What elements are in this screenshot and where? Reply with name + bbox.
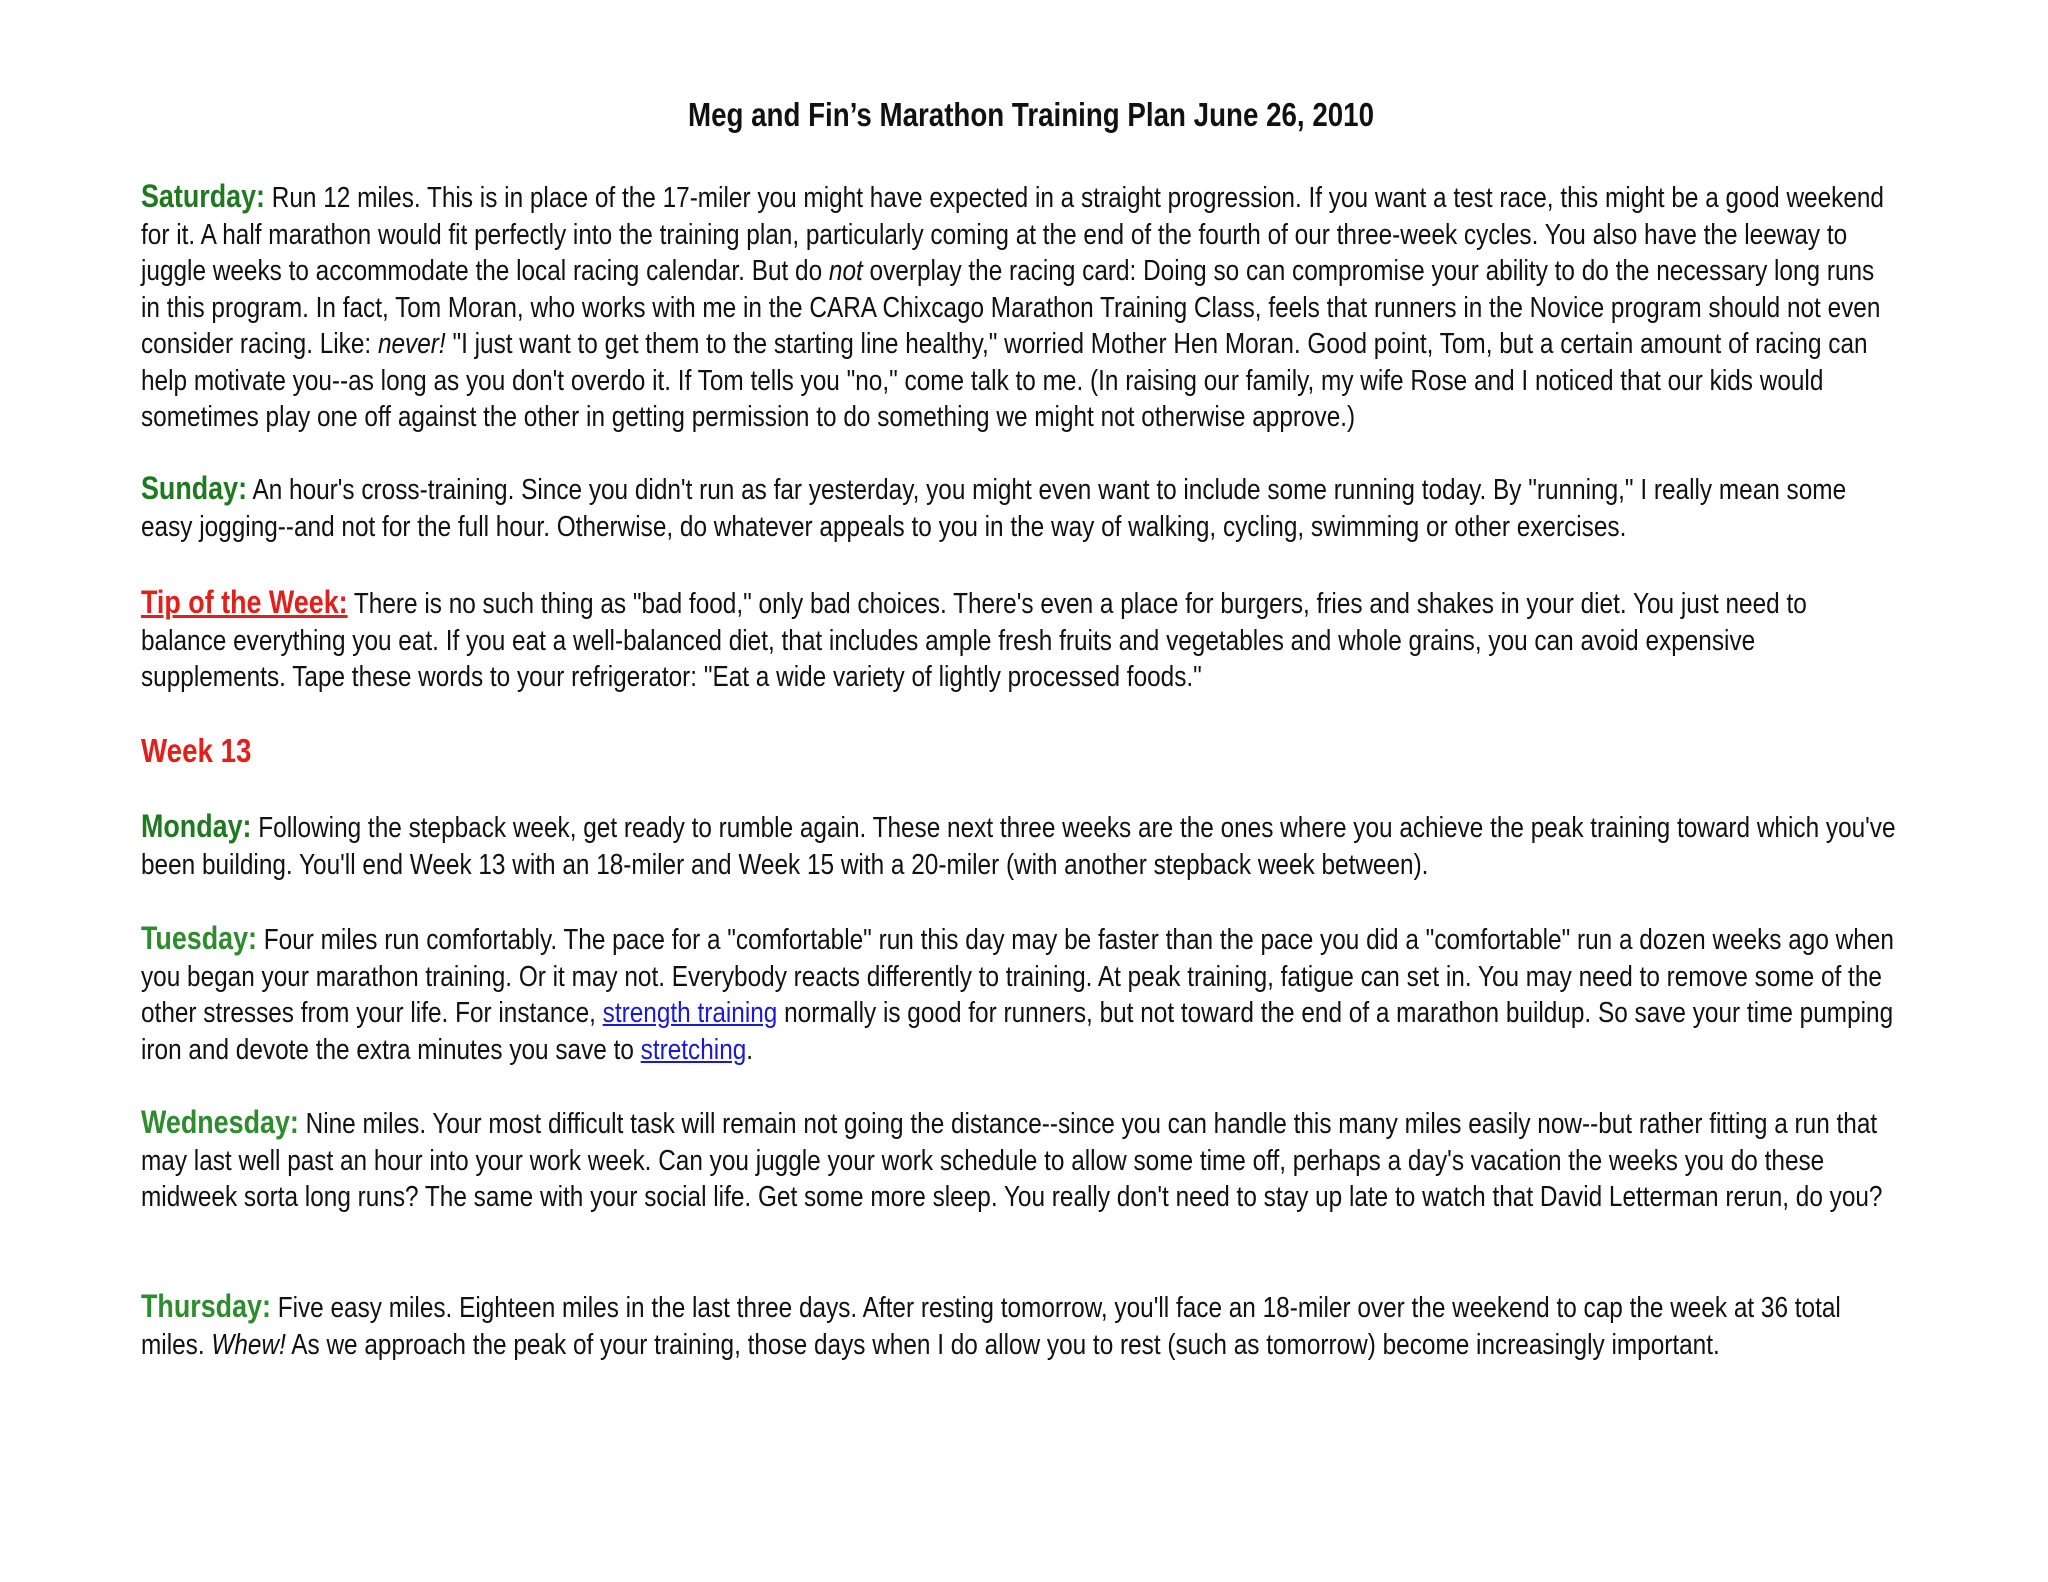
strength-training-link[interactable]: strength training [602, 997, 778, 1029]
wednesday-section [141, 1104, 1897, 1216]
wednesday-label: Wednesday: [141, 1104, 299, 1140]
page-title: Meg and Fin’s Marathon Training Plan June 26, 2010 [688, 96, 1374, 133]
saturday-label: Saturday: [141, 178, 265, 214]
tip-section [141, 584, 1897, 696]
tip-text: There is no such thing as "bad food," only bad choices. There's even a place for burgers, fries and shakes in your diet. You just need to balance everything you eat. If you eat a well-balanced diet, that includes ample fresh fruits and vegetables and whole grains, you can avoid expensive supplements. Tape these words to your refrigerator: "Eat a wide variety of lightly processed foods." [141, 588, 1807, 693]
tuesday-text-c: . [746, 1033, 754, 1066]
week-heading: Week 13 [141, 732, 252, 769]
tuesday-text-a: Four miles run comfortably. The pace for a "comfortable" run this day may be faster than the pace you did a "comfortable" run a dozen weeks ago when you began your marathon training. Or it may not. Everybody reacts differently to training. At peak training, fatigue can set in. You may need to remove some of the other stresses from your life. For instance, [141, 924, 1894, 1029]
monday-section [141, 808, 1897, 883]
wednesday-text: Nine miles. Your most difficult task will remain not going the distance--since you can handle this many miles easily now--but rather fitting a run that may last well past an hour into your work week. Can you juggle your work schedule to allow some time off, perhaps a day's vacation the weeks you do these midweek sorta long runs? The same with your social life. Get some more sleep. You really don't need to stay up late to watch that David Letterman rerun, do you? [141, 1108, 1883, 1213]
thursday-label: Thursday: [141, 1288, 271, 1324]
sunday-section [141, 470, 1897, 545]
saturday-text-c: "I just want to get them to the starting line healthy," worried Mother Hen Moran. Good point, Tom, but a certain amount of racing can help motivate you--as long as you don't overdo it. If Tom tells you "no," come talk to me. (In raising our family, my wife Rose and I noticed that our kids would sometimes play one off against the other in getting permission to do something we might not otherwise approve.) [141, 328, 1868, 433]
saturday-text-b: overplay the racing card: Doing so can compromise your ability to do the necessary long runs in this program. In fact, Tom Moran, who works with me in the CARA Chixcago Marathon Training Class, feels that runners in the Novice program should not even consider racing. Like: [141, 255, 1881, 360]
saturday-text-a: Run 12 miles. This is in place of the 17-miler you might have expected in a straight progression. If you want a test race, this might be a good weekend for it. A half marathon would fit perfectly into the training plan, particularly coming at the end of the fourth of our three-week cycles. You also have the leeway to juggle weeks to accommodate the local racing calendar. But do [141, 182, 1884, 287]
monday-label: Monday: [141, 808, 252, 844]
sunday-text: An hour's cross-training. Since you didn't run as far yesterday, you might even want to include some running today. By "running," I really mean some easy jogging--and not for the full hour. Otherwise, do whatever appeals to you in the way of walking, cycling, swimming or other exercises. [141, 474, 1847, 543]
thursday-emphasis-whew: Whew! [211, 1328, 286, 1361]
saturday-emphasis-never: never! [377, 328, 446, 360]
stretching-link[interactable]: stretching [640, 1033, 747, 1066]
saturday-section [141, 178, 1897, 436]
tip-label: Tip of the Week: [141, 584, 348, 620]
tuesday-section [141, 920, 1897, 1068]
thursday-text-b: As we approach the peak of your training, those days when I do allow you to rest (such as tomorrow) become increasingly important. [285, 1328, 1720, 1361]
tuesday-label: Tuesday: [141, 920, 258, 956]
sunday-label: Sunday: [141, 470, 248, 506]
tuesday-text-b: normally is good for runners, but not toward the end of a marathon buildup. So save your time pumping iron and devote the extra minutes you save to [141, 997, 1894, 1066]
saturday-emphasis-not: not [828, 255, 863, 287]
thursday-text-a: Five easy miles. Eighteen miles in the last three days. After resting tomorrow, you'll face an 18-miler over the weekend to cap the week at 36 total miles. [141, 1292, 1841, 1361]
monday-text: Following the stepback week, get ready to rumble again. These next three weeks are the ones where you achieve the peak training toward which you've been building. You'll end Week 13 with an 18-miler and Week 15 with a 20-miler (with another stepback week between). [141, 812, 1896, 881]
thursday-section [141, 1288, 1897, 1363]
